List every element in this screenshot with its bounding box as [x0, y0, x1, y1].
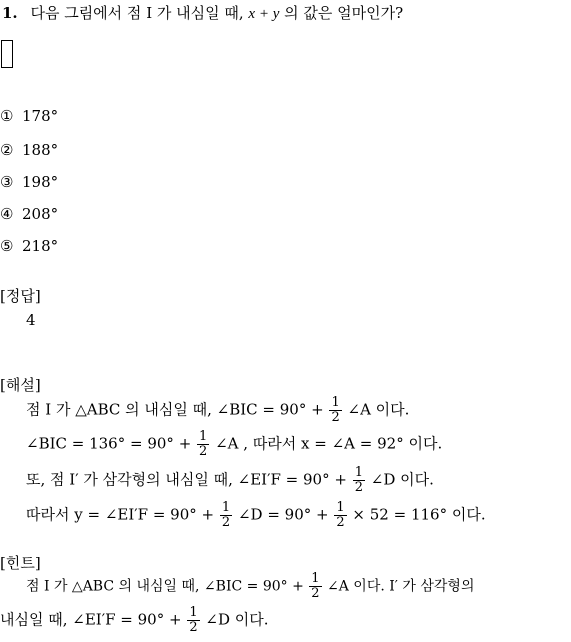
solution-line-2	[26, 430, 442, 459]
solution-line-4-b: ∠D = 90° +	[237, 505, 329, 524]
question-expression: x + y	[248, 6, 280, 22]
question-text-after: 의 값은 얼마인가?	[284, 4, 404, 22]
solution-line-1	[26, 396, 409, 425]
solution-line-3-a: 또, 점 I′ 가 삼각형의 내심일 때, ∠EI′F = 90° +	[26, 470, 347, 489]
solution-line-1-b: ∠A 이다.	[347, 400, 410, 419]
choice-5[interactable]	[0, 237, 58, 255]
hint-line-2-b: ∠D 이다.	[205, 610, 269, 629]
solution-label: [해설]	[0, 376, 41, 394]
fraction-half: $\frac{1}{2}$	[189, 605, 198, 635]
answer-value: 4	[26, 311, 36, 329]
choice-4-mark: ④	[0, 205, 14, 223]
choice-3-mark: ③	[0, 173, 14, 191]
fraction-half: $\frac{1}{2}$	[336, 500, 345, 530]
hint-line-1	[26, 572, 474, 601]
choice-2[interactable]	[0, 141, 58, 159]
choice-1-mark: ①	[0, 107, 14, 125]
hint-line-1-a: 점 I 가 △ABC 의 내심일 때, ∠BIC = 90° +	[26, 578, 304, 595]
solution-line-2-a: ∠BIC = 136° = 90° +	[26, 434, 192, 453]
fraction-half: $\frac{1}{2}$	[311, 571, 320, 601]
hint-label: [힌트]	[0, 554, 41, 572]
hint-line-1-b: ∠A 이다. I′ 가 삼각형의	[327, 578, 475, 595]
hint-line-2	[0, 606, 269, 635]
choice-3-value: 198°	[22, 173, 59, 191]
solution-line-4	[26, 501, 486, 530]
choice-3[interactable]	[0, 173, 58, 191]
question-line	[2, 2, 403, 23]
fraction-half: $\frac{1}{2}$	[199, 429, 208, 459]
choice-5-mark: ⑤	[0, 237, 14, 255]
solution-line-2-b: ∠A , 따라서 x = ∠A = 92° 이다.	[215, 434, 443, 453]
choice-1-value: 178°	[22, 107, 59, 125]
fraction-half: $\frac{1}{2}$	[354, 465, 363, 495]
choice-5-value: 218°	[22, 237, 59, 255]
fraction-half: $\frac{1}{2}$	[331, 395, 340, 425]
figure-placeholder	[1, 40, 13, 68]
choice-2-mark: ②	[0, 141, 14, 159]
choice-4[interactable]	[0, 205, 58, 223]
solution-line-3-b: ∠D 이다.	[370, 470, 434, 489]
choice-2-value: 188°	[22, 141, 59, 159]
fraction-half: $\frac{1}{2}$	[221, 500, 231, 530]
choice-1[interactable]	[0, 107, 58, 125]
solution-line-4-c: × 52 = 116° 이다.	[352, 505, 486, 524]
hint-line-2-a: 내심일 때, ∠EI′F = 90° +	[0, 610, 182, 629]
question-text-before: 다음 그림에서 점 I 가 내심일 때,	[30, 4, 244, 22]
solution-line-3	[26, 466, 434, 495]
solution-line-4-a: 따라서 y = ∠EI′F = 90° +	[26, 505, 215, 524]
question-number: 1.	[2, 4, 18, 22]
answer-label: [정답]	[0, 287, 41, 305]
choice-4-value: 208°	[22, 205, 59, 223]
solution-line-1-a: 점 I 가 △ABC 의 내심일 때, ∠BIC = 90° +	[26, 400, 324, 419]
